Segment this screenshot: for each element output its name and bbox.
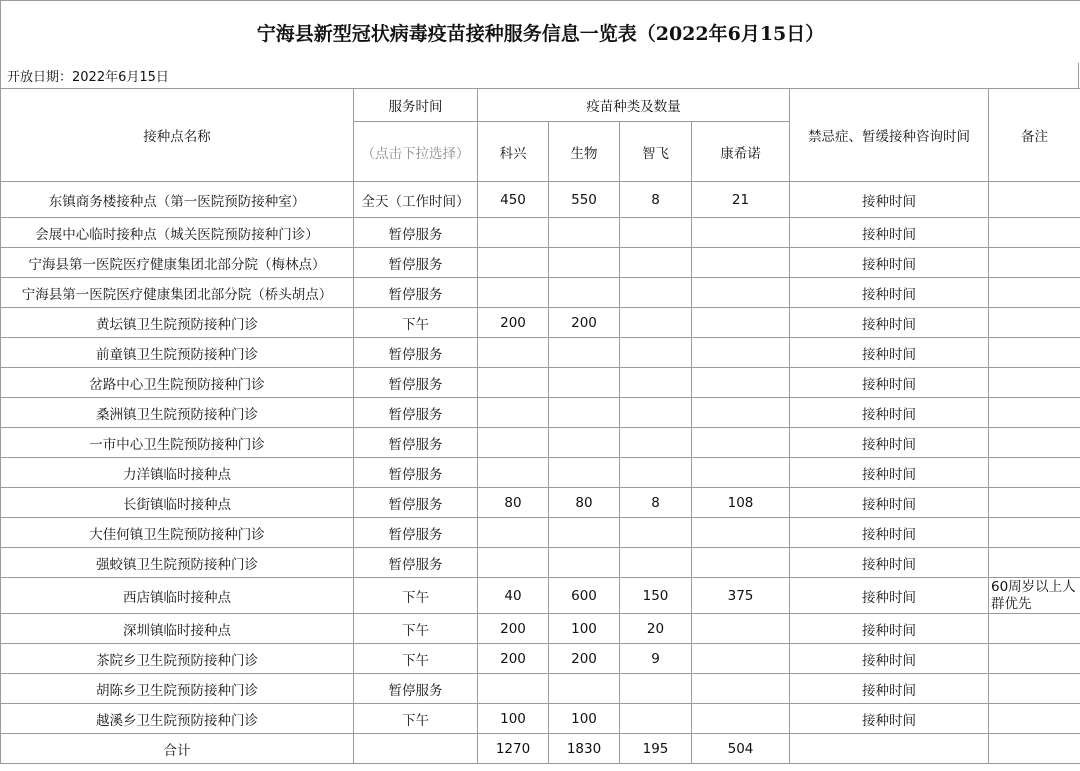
kangxinuo-cell[interactable] bbox=[692, 518, 790, 548]
site-name-cell[interactable]: 强蛟镇卫生院预防接种门诊 bbox=[1, 548, 354, 578]
consult-time-cell[interactable]: 接种时间 bbox=[790, 278, 989, 308]
remark-cell[interactable] bbox=[989, 398, 1080, 428]
consult-time-cell[interactable]: 接种时间 bbox=[790, 674, 989, 704]
table-row bbox=[1, 338, 1080, 368]
kexing-cell[interactable]: 200 bbox=[478, 644, 549, 674]
zhifei-cell[interactable] bbox=[620, 278, 692, 308]
table-row bbox=[1, 614, 1080, 644]
shengwu-cell[interactable]: 600 bbox=[549, 578, 620, 614]
consult-time-cell[interactable]: 接种时间 bbox=[790, 308, 989, 338]
zhifei-cell[interactable]: 8 bbox=[620, 182, 692, 218]
kexing-cell[interactable] bbox=[478, 248, 549, 278]
shengwu-cell[interactable]: 100 bbox=[549, 614, 620, 644]
zhifei-cell[interactable] bbox=[620, 458, 692, 488]
page-title: 宁海县新型冠状病毒疫苗接种服务信息一览表（2022年6月15日） bbox=[0, 0, 1080, 64]
zhifei-cell[interactable]: 150 bbox=[620, 578, 692, 614]
site-name-cell[interactable]: 长街镇临时接种点 bbox=[1, 488, 354, 518]
kangxinuo-cell[interactable] bbox=[692, 674, 790, 704]
site-name-cell[interactable]: 茶院乡卫生院预防接种门诊 bbox=[1, 644, 354, 674]
kangxinuo-cell[interactable] bbox=[692, 338, 790, 368]
consult-time-cell[interactable]: 接种时间 bbox=[790, 248, 989, 278]
kexing-cell[interactable] bbox=[478, 218, 549, 248]
remark-cell[interactable] bbox=[989, 614, 1080, 644]
remark-cell[interactable] bbox=[989, 644, 1080, 674]
total-consult-time-cell[interactable] bbox=[790, 734, 989, 764]
remark-cell[interactable] bbox=[989, 428, 1080, 458]
zhifei-cell[interactable] bbox=[620, 398, 692, 428]
consult-time-cell[interactable]: 接种时间 bbox=[790, 488, 989, 518]
kangxinuo-cell[interactable] bbox=[692, 458, 790, 488]
kexing-cell[interactable] bbox=[478, 398, 549, 428]
service-time-cell[interactable]: 暂停服务 bbox=[354, 674, 478, 704]
kangxinuo-cell[interactable] bbox=[692, 398, 790, 428]
total-service-time-cell[interactable] bbox=[354, 734, 478, 764]
site-name-cell[interactable]: 胡陈乡卫生院预防接种门诊 bbox=[1, 674, 354, 704]
table-row bbox=[1, 428, 1080, 458]
kexing-cell[interactable] bbox=[478, 458, 549, 488]
service-time-cell[interactable]: 暂停服务 bbox=[354, 398, 478, 428]
zhifei-cell[interactable] bbox=[620, 218, 692, 248]
shengwu-cell[interactable] bbox=[549, 218, 620, 248]
kangxinuo-cell[interactable] bbox=[692, 368, 790, 398]
header-remark[interactable]: 备注 bbox=[989, 89, 1080, 182]
kexing-cell[interactable] bbox=[478, 278, 549, 308]
shengwu-cell[interactable]: 100 bbox=[549, 704, 620, 734]
consult-time-cell[interactable]: 接种时间 bbox=[790, 548, 989, 578]
shengwu-cell[interactable] bbox=[549, 398, 620, 428]
consult-time-cell[interactable]: 接种时间 bbox=[790, 614, 989, 644]
site-name-cell[interactable]: 一市中心卫生院预防接种门诊 bbox=[1, 428, 354, 458]
zhifei-cell[interactable] bbox=[620, 548, 692, 578]
consult-time-cell[interactable]: 接种时间 bbox=[790, 398, 989, 428]
consult-time-cell[interactable]: 接种时间 bbox=[790, 578, 989, 614]
site-name-cell[interactable]: 东镇商务楼接种点（第一医院预防接种室） bbox=[1, 182, 354, 218]
kexing-cell[interactable] bbox=[478, 518, 549, 548]
consult-time-cell[interactable]: 接种时间 bbox=[790, 182, 989, 218]
remark-cell[interactable] bbox=[989, 704, 1080, 734]
remark-cell[interactable] bbox=[989, 338, 1080, 368]
header-kangxinuo[interactable]: 康希诺 bbox=[692, 122, 790, 182]
service-time-cell[interactable]: 下午 bbox=[354, 308, 478, 338]
site-name-cell[interactable]: 大佳何镇卫生院预防接种门诊 bbox=[1, 518, 354, 548]
total-kangxinuo-cell[interactable]: 504 bbox=[692, 734, 790, 764]
remark-cell[interactable] bbox=[989, 518, 1080, 548]
kexing-cell[interactable] bbox=[478, 428, 549, 458]
kexing-cell[interactable]: 200 bbox=[478, 614, 549, 644]
consult-time-cell[interactable]: 接种时间 bbox=[790, 518, 989, 548]
kangxinuo-cell[interactable] bbox=[692, 644, 790, 674]
shengwu-cell[interactable] bbox=[549, 674, 620, 704]
table-row bbox=[1, 518, 1080, 548]
consult-time-cell[interactable]: 接种时间 bbox=[790, 218, 989, 248]
zhifei-cell[interactable] bbox=[620, 248, 692, 278]
kangxinuo-cell[interactable] bbox=[692, 218, 790, 248]
remark-cell[interactable] bbox=[989, 674, 1080, 704]
zhifei-cell[interactable] bbox=[620, 518, 692, 548]
remark-cell[interactable] bbox=[989, 182, 1080, 218]
consult-time-cell[interactable]: 接种时间 bbox=[790, 368, 989, 398]
kangxinuo-cell[interactable] bbox=[692, 548, 790, 578]
table-row bbox=[1, 308, 1080, 338]
header-service-time[interactable]: 服务时间 bbox=[354, 89, 478, 122]
site-name-cell[interactable]: 会展中心临时接种点（城关医院预防接种门诊） bbox=[1, 218, 354, 248]
remark-cell[interactable] bbox=[989, 458, 1080, 488]
total-remark-cell[interactable] bbox=[989, 734, 1080, 764]
shengwu-cell[interactable]: 200 bbox=[549, 308, 620, 338]
service-time-cell[interactable]: 暂停服务 bbox=[354, 248, 478, 278]
table-row bbox=[1, 398, 1080, 428]
service-time-cell[interactable]: 暂停服务 bbox=[354, 548, 478, 578]
total-shengwu-cell[interactable]: 1830 bbox=[549, 734, 620, 764]
kexing-cell[interactable]: 100 bbox=[478, 704, 549, 734]
zhifei-cell[interactable] bbox=[620, 338, 692, 368]
remark-cell[interactable]: 60周岁以上人群优先 bbox=[989, 578, 1080, 614]
shengwu-cell[interactable] bbox=[549, 368, 620, 398]
remark-cell[interactable] bbox=[989, 308, 1080, 338]
header-site-name[interactable]: 接种点名称 bbox=[1, 89, 354, 182]
site-name-cell[interactable]: 力洋镇临时接种点 bbox=[1, 458, 354, 488]
shengwu-cell[interactable]: 80 bbox=[549, 488, 620, 518]
kangxinuo-cell[interactable]: 375 bbox=[692, 578, 790, 614]
kexing-cell[interactable] bbox=[478, 674, 549, 704]
table-row bbox=[1, 488, 1080, 518]
zhifei-cell[interactable]: 8 bbox=[620, 488, 692, 518]
kangxinuo-cell[interactable]: 21 bbox=[692, 182, 790, 218]
shengwu-cell[interactable] bbox=[549, 518, 620, 548]
kexing-cell[interactable] bbox=[478, 368, 549, 398]
remark-cell[interactable] bbox=[989, 218, 1080, 248]
service-time-dropdown-hint[interactable]: （点击下拉选择） bbox=[354, 122, 478, 182]
shengwu-cell[interactable] bbox=[549, 338, 620, 368]
remark-cell[interactable] bbox=[989, 248, 1080, 278]
remark-cell[interactable] bbox=[989, 368, 1080, 398]
consult-time-cell[interactable]: 接种时间 bbox=[790, 644, 989, 674]
remark-cell[interactable] bbox=[989, 548, 1080, 578]
kexing-cell[interactable] bbox=[478, 548, 549, 578]
shengwu-cell[interactable]: 550 bbox=[549, 182, 620, 218]
table-row bbox=[1, 578, 1080, 614]
site-name-cell[interactable]: 黄坛镇卫生院预防接种门诊 bbox=[1, 308, 354, 338]
site-name-cell[interactable]: 越溪乡卫生院预防接种门诊 bbox=[1, 704, 354, 734]
service-time-cell[interactable]: 暂停服务 bbox=[354, 428, 478, 458]
table-row bbox=[1, 248, 1080, 278]
vaccination-table bbox=[0, 88, 1080, 764]
total-kexing-cell[interactable]: 1270 bbox=[478, 734, 549, 764]
kangxinuo-cell[interactable] bbox=[692, 308, 790, 338]
zhifei-cell[interactable]: 9 bbox=[620, 644, 692, 674]
service-time-cell[interactable]: 下午 bbox=[354, 644, 478, 674]
zhifei-cell[interactable] bbox=[620, 308, 692, 338]
total-zhifei-cell[interactable]: 195 bbox=[620, 734, 692, 764]
zhifei-cell[interactable]: 20 bbox=[620, 614, 692, 644]
table-row bbox=[1, 548, 1080, 578]
kangxinuo-cell[interactable] bbox=[692, 278, 790, 308]
service-time-cell[interactable]: 下午 bbox=[354, 614, 478, 644]
header-shengwu[interactable]: 生物 bbox=[549, 122, 620, 182]
service-time-cell[interactable]: 全天（工作时间） bbox=[354, 182, 478, 218]
table-row bbox=[1, 278, 1080, 308]
table-row bbox=[1, 704, 1080, 734]
remark-cell[interactable] bbox=[989, 488, 1080, 518]
table-row bbox=[1, 368, 1080, 398]
service-time-cell[interactable]: 下午 bbox=[354, 578, 478, 614]
kangxinuo-cell[interactable] bbox=[692, 248, 790, 278]
shengwu-cell[interactable] bbox=[549, 278, 620, 308]
kangxinuo-cell[interactable] bbox=[692, 704, 790, 734]
service-time-cell[interactable]: 下午 bbox=[354, 704, 478, 734]
service-time-cell[interactable]: 暂停服务 bbox=[354, 368, 478, 398]
header-zhifei[interactable]: 智飞 bbox=[620, 122, 692, 182]
zhifei-cell[interactable] bbox=[620, 428, 692, 458]
total-row bbox=[1, 734, 1080, 764]
consult-time-cell[interactable]: 接种时间 bbox=[790, 704, 989, 734]
shengwu-cell[interactable] bbox=[549, 548, 620, 578]
header-vaccine-group[interactable]: 疫苗种类及数量 bbox=[478, 89, 790, 122]
kexing-cell[interactable]: 200 bbox=[478, 308, 549, 338]
service-time-cell[interactable]: 暂停服务 bbox=[354, 338, 478, 368]
service-time-cell[interactable]: 暂停服务 bbox=[354, 278, 478, 308]
service-time-cell[interactable]: 暂停服务 bbox=[354, 458, 478, 488]
open-date: 开放日期：2022年6月15日 bbox=[0, 63, 1079, 88]
site-name-cell[interactable]: 宁海县第一医院医疗健康集团北部分院（梅林点） bbox=[1, 248, 354, 278]
kexing-cell[interactable] bbox=[478, 338, 549, 368]
header-consult-time[interactable]: 禁忌症、暂缓接种咨询时间 bbox=[790, 89, 989, 182]
table-row bbox=[1, 674, 1080, 704]
zhifei-cell[interactable] bbox=[620, 674, 692, 704]
site-name-cell[interactable]: 深圳镇临时接种点 bbox=[1, 614, 354, 644]
kexing-cell[interactable]: 450 bbox=[478, 182, 549, 218]
kangxinuo-cell[interactable] bbox=[692, 614, 790, 644]
shengwu-cell[interactable]: 200 bbox=[549, 644, 620, 674]
zhifei-cell[interactable] bbox=[620, 704, 692, 734]
zhifei-cell[interactable] bbox=[620, 368, 692, 398]
site-name-cell[interactable]: 桑洲镇卫生院预防接种门诊 bbox=[1, 398, 354, 428]
table-row bbox=[1, 644, 1080, 674]
total-label[interactable]: 合计 bbox=[1, 734, 354, 764]
service-time-cell[interactable]: 暂停服务 bbox=[354, 518, 478, 548]
remark-cell[interactable] bbox=[989, 278, 1080, 308]
consult-time-cell[interactable]: 接种时间 bbox=[790, 458, 989, 488]
shengwu-cell[interactable] bbox=[549, 428, 620, 458]
header-kexing[interactable]: 科兴 bbox=[478, 122, 549, 182]
site-name-cell[interactable]: 岔路中心卫生院预防接种门诊 bbox=[1, 368, 354, 398]
shengwu-cell[interactable] bbox=[549, 248, 620, 278]
table-row bbox=[1, 182, 1080, 218]
kangxinuo-cell[interactable]: 108 bbox=[692, 488, 790, 518]
site-name-cell[interactable]: 宁海县第一医院医疗健康集团北部分院（桥头胡点） bbox=[1, 278, 354, 308]
site-name-cell[interactable]: 西店镇临时接种点 bbox=[1, 578, 354, 614]
kangxinuo-cell[interactable] bbox=[692, 428, 790, 458]
table-row bbox=[1, 458, 1080, 488]
kexing-cell[interactable]: 80 bbox=[478, 488, 549, 518]
shengwu-cell[interactable] bbox=[549, 458, 620, 488]
table-row bbox=[1, 218, 1080, 248]
service-time-cell[interactable]: 暂停服务 bbox=[354, 488, 478, 518]
consult-time-cell[interactable]: 接种时间 bbox=[790, 428, 989, 458]
service-time-cell[interactable]: 暂停服务 bbox=[354, 218, 478, 248]
kexing-cell[interactable]: 40 bbox=[478, 578, 549, 614]
site-name-cell[interactable]: 前童镇卫生院预防接种门诊 bbox=[1, 338, 354, 368]
consult-time-cell[interactable]: 接种时间 bbox=[790, 338, 989, 368]
